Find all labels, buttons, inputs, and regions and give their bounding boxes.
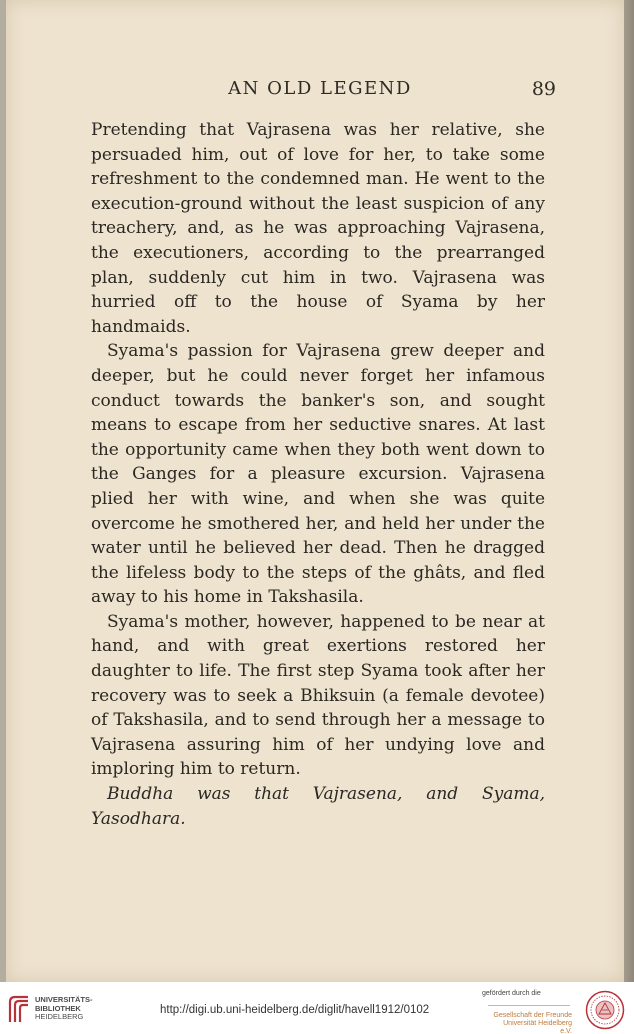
paragraph: Syama's passion for Vajrasena grew deeper and deeper, but he could never forget her infamous conduct towards the banker's son, and sought means to escape from her seductive snares. At last the opportunity came when they both went down to the Ganges for a pleasure excursion. Vajrasena plied her with wine, and when she was quite overcome he smothered her, and held her under the water until he believed her dead. Then he dragged the lifeless body to the steps of the ghâts, and fled away to his home in Takshasila. bbox=[91, 341, 545, 608]
page-header bbox=[84, 78, 556, 104]
page-edge-shadow bbox=[624, 0, 634, 982]
library-name-line: BIBLIOTHEK bbox=[35, 1003, 81, 1013]
sponsor-name bbox=[492, 1012, 572, 1034]
sponsor-name-line: Gesellschaft der Freunde bbox=[493, 1012, 572, 1019]
page-body bbox=[91, 118, 545, 831]
paragraph: Syama's mother, however, happened to be near at hand, and with great exertions restored her daughter to life. The first step Syama took after her recovery was to seek a Bhiksuin (a female devotee) of Takshasila, and to send through her a message to Vajrasena assuring him of her undying love and imploring him to return. bbox=[91, 611, 545, 780]
library-name bbox=[35, 996, 93, 1022]
library-name-line: HEIDELBERG bbox=[35, 1012, 84, 1021]
library-name-line: UNIVERSITÄTS- bbox=[35, 995, 93, 1004]
permalink-url[interactable]: http://digi.ub.uni-heidelberg.de/diglit/havell1912/0102 bbox=[160, 1004, 430, 1016]
sponsor-label: gefördert durch die bbox=[482, 990, 541, 997]
sponsor-divider bbox=[488, 1005, 570, 1006]
running-title: AN OLD LEGEND bbox=[228, 78, 412, 99]
digitization-footer bbox=[0, 982, 634, 1034]
library-logo-icon bbox=[6, 994, 32, 1024]
page-number: 89 bbox=[531, 78, 556, 100]
sponsor-name-line: Universität Heidelberg e.V. bbox=[503, 1020, 572, 1034]
university-seal-icon bbox=[585, 990, 625, 1030]
closing-line: Buddha was that Vajrasena, and Syama, Yasodhara. bbox=[91, 784, 545, 829]
paragraph: Pretending that Vajrasena was her relative, she persuaded him, out of love for her, to take some refreshment to the condemned man. He went to the execution-ground without the least suspicion of any treachery, and, as he was approaching Vajrasena, the executioners, according to the prearranged plan, suddenly cut him in two. Vajrasena was hurried off to the house of Syama by her handmaids. bbox=[91, 120, 545, 337]
